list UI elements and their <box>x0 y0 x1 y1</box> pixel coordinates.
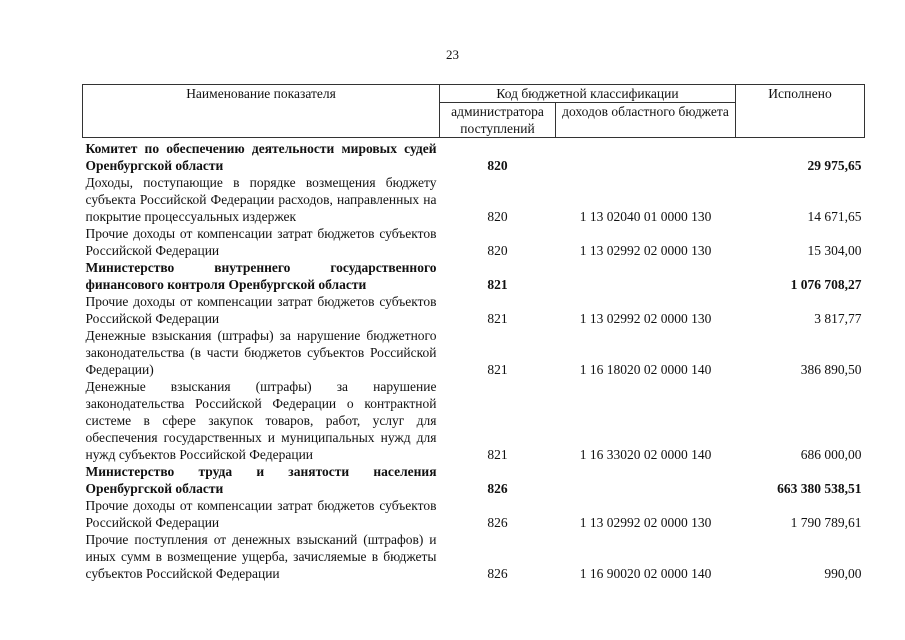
cell-name: Министерство труда и занятости населения Оренбургской области <box>85 464 437 496</box>
budget-table <box>82 84 865 582</box>
table-row <box>83 174 865 225</box>
cell-name: Денежные взыскания (штрафы) за нарушение бюджетного законодательства (в части бюджетов субъектов Российской Федерации) <box>85 328 437 377</box>
cell-administrator-code: 826 <box>487 566 508 581</box>
cell-name: Министерство внутреннего государственного финансового контроля Оренбургской области <box>85 260 437 292</box>
cell-income-code: 1 13 02040 01 0000 130 <box>579 209 712 224</box>
cell-administrator-code: 826 <box>487 481 508 496</box>
cell-executed-amount: 1 790 789,61 <box>790 515 862 530</box>
table-row <box>83 497 865 531</box>
table-row <box>83 327 865 378</box>
cell-executed-amount: 1 076 708,27 <box>790 277 862 292</box>
cell-executed-amount: 29 975,65 <box>807 158 862 173</box>
cell-executed-amount: 3 817,77 <box>814 311 862 326</box>
table-header <box>83 85 865 138</box>
cell-administrator-code: 826 <box>487 515 508 530</box>
cell-income-code: 1 16 33020 02 0000 140 <box>579 447 712 462</box>
cell-executed-amount: 386 890,50 <box>800 362 862 377</box>
cell-income-code <box>556 463 736 497</box>
header-administrator: администратора поступлений <box>440 103 556 138</box>
cell-executed-amount: 686 000,00 <box>800 447 862 462</box>
cell-executed-amount: 14 671,65 <box>807 209 862 224</box>
cell-executed-amount: 663 380 538,51 <box>777 481 862 496</box>
header-income: доходов областного бюджета <box>556 103 736 138</box>
cell-name: Прочие доходы от компенсации затрат бюджетов субъектов Российской Федерации <box>85 498 437 530</box>
table-row <box>83 378 865 463</box>
table-row <box>83 531 865 582</box>
cell-administrator-code: 820 <box>487 243 508 258</box>
cell-executed-amount: 15 304,00 <box>807 243 862 258</box>
organization-row <box>83 138 865 175</box>
organization-row <box>83 259 865 293</box>
header-classification: Код бюджетной классификации <box>440 85 736 103</box>
organization-row <box>83 463 865 497</box>
cell-income-code: 1 13 02992 02 0000 130 <box>579 515 712 530</box>
cell-administrator-code: 821 <box>487 447 508 462</box>
page-number: 23 <box>446 47 459 62</box>
cell-income-code <box>556 138 736 175</box>
cell-administrator-code: 821 <box>487 362 508 377</box>
header-executed: Исполнено <box>736 85 865 138</box>
cell-administrator-code: 820 <box>487 158 508 173</box>
cell-name: Доходы, поступающие в порядке возмещения бюджету субъекта Российской Федерации расходов, направленных на покрытие процессуальных издержек <box>85 175 437 224</box>
header-name: Наименование показателя <box>83 85 440 138</box>
cell-administrator-code: 821 <box>487 277 508 292</box>
cell-administrator-code: 820 <box>487 209 508 224</box>
cell-name: Прочие поступления от денежных взысканий (штрафов) и иных сумм в возмещение ущерба, зачисляемые в бюджеты субъектов Российской Федерации <box>85 532 437 581</box>
cell-income-code <box>556 259 736 293</box>
table-row <box>83 293 865 327</box>
cell-name: Прочие доходы от компенсации затрат бюджетов субъектов Российской Федерации <box>85 226 437 258</box>
cell-income-code: 1 13 02992 02 0000 130 <box>579 243 712 258</box>
cell-income-code: 1 16 18020 02 0000 140 <box>579 362 712 377</box>
cell-name: Прочие доходы от компенсации затрат бюджетов субъектов Российской Федерации <box>85 294 437 326</box>
cell-executed-amount: 990,00 <box>824 566 862 581</box>
table-body <box>83 138 865 583</box>
cell-income-code: 1 16 90020 02 0000 140 <box>579 566 712 581</box>
table-row <box>83 225 865 259</box>
cell-administrator-code: 821 <box>487 311 508 326</box>
cell-income-code: 1 13 02992 02 0000 130 <box>579 311 712 326</box>
cell-name: Комитет по обеспечению деятельности мировых судей Оренбургской области <box>85 141 437 173</box>
cell-name: Денежные взыскания (штрафы) за нарушение законодательства Российской Федерации о контрактной системе в сфере закупок товаров, работ, услуг для обеспечения государственных и муниципальных нужд для нужд субъектов Российской Федерации <box>85 379 437 462</box>
